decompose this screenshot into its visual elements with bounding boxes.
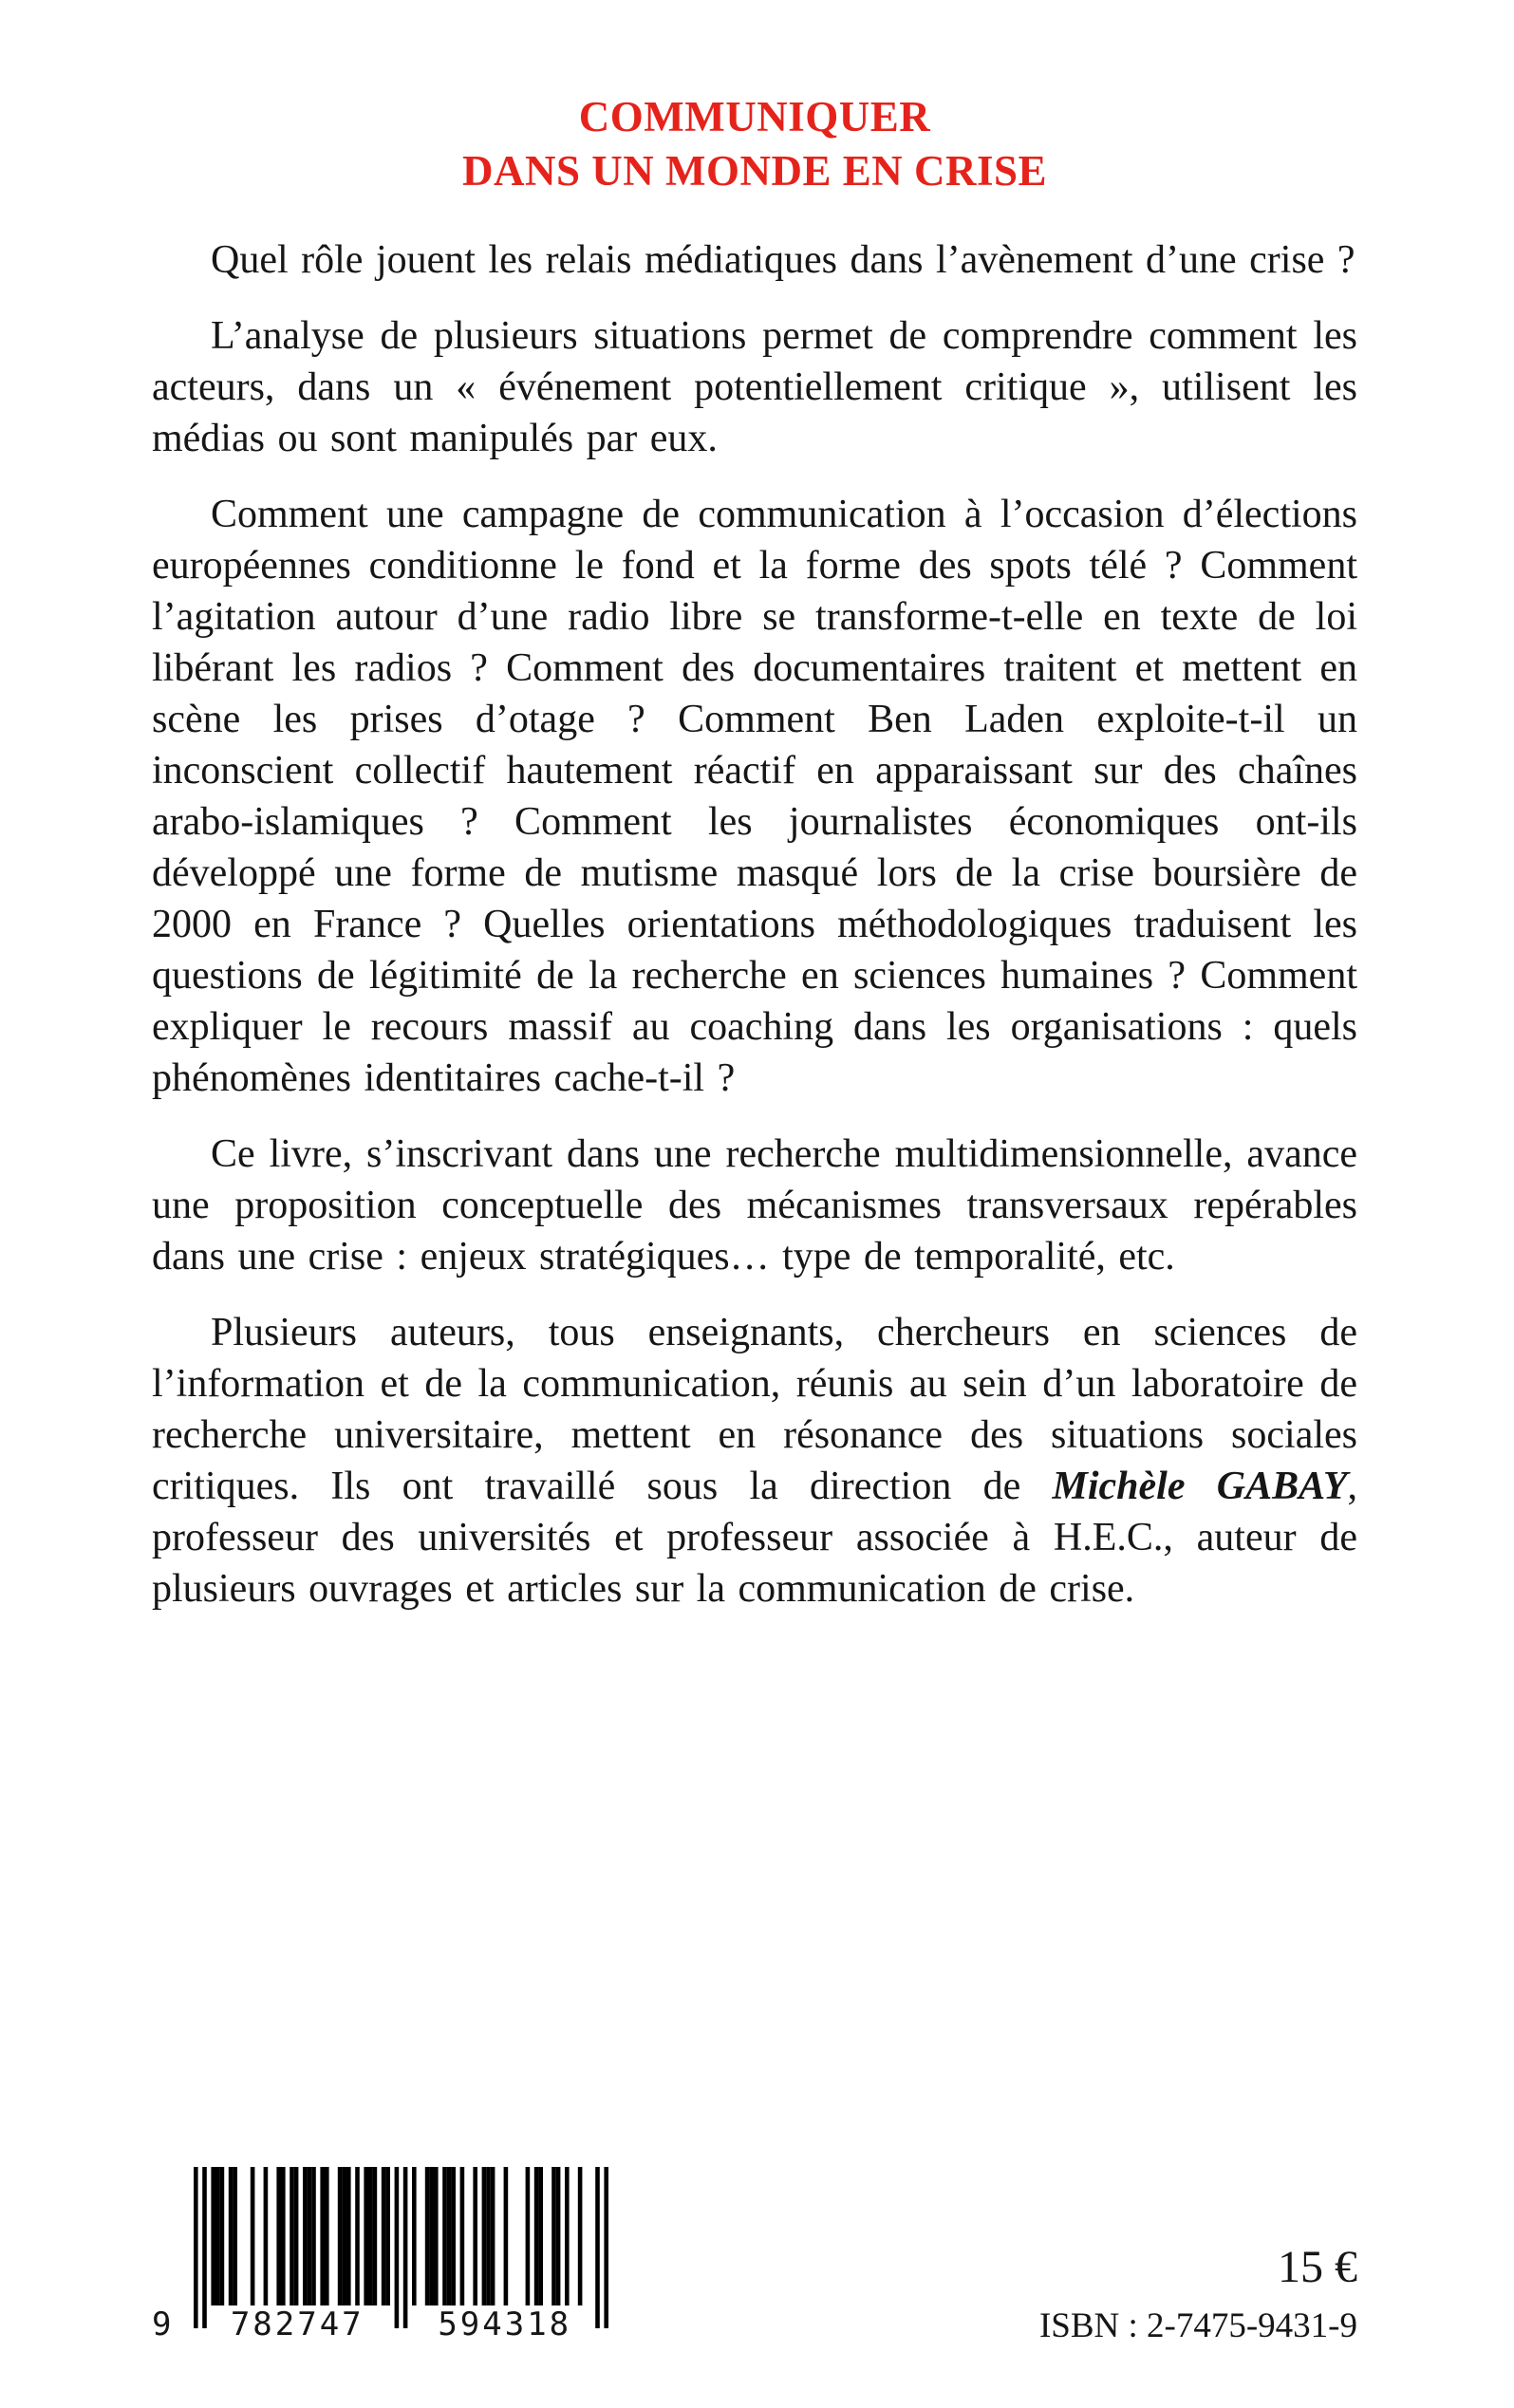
authors-text-after: , professeur des universités et professeur associée à H.E.C., auteur de plusieurs ouvrages et articles sur la communication de crise. [152, 1465, 1357, 1611]
title-line-1: COMMUNIQUER [578, 93, 931, 140]
price-block [1039, 2241, 1357, 2347]
barcode-digits [194, 2305, 608, 2343]
footer [152, 2167, 1357, 2353]
paragraph-hook: Quel rôle jouent les relais médiatiques dans l’avènement d’une crise ? [211, 238, 1355, 282]
paragraph-questions: Comment une campagne de communication à l’occasion d’élections européennes conditionne le fond et la forme des spots télé ? Comment l’agitation autour d’une radio libre se transforme-t-elle en texte de loi libérant les radios ? Comment des documentaires traitent et mettent en scène les prises d’otage ? Comment Ben Laden exploite-t-il un inconscient collectif hautement réactif en apparaissant sur des chaînes arabo-islamiques ? Comment les journalistes économiques ont-ils développé une forme de mutisme masqué lors de la crise boursière de 2000 en France ? Quelles orientations méthodologiques traduisent les questions de légitimité de la recherche en sciences humaines ? Comment expliquer le recours massif au coaching dans les organisations : quels phénomènes identitaires cache-t-il ? [152, 493, 1357, 1100]
barcode [152, 2167, 608, 2353]
barcode-bars [194, 2167, 608, 2328]
isbn: ISBN : 2-7475-9431-9 [1038, 2306, 1357, 2345]
book-title [152, 90, 1357, 198]
paragraph-summary: Ce livre, s’inscrivant dans une recherche multidimensionnelle, avance une proposition conceptuelle des mécanismes transversaux repérables dans une crise : enjeux stratégiques… type de temporalité, etc. [152, 1132, 1357, 1279]
title-line-2: DANS UN MONDE EN CRISE [461, 147, 1048, 195]
authors-paragraph [152, 1307, 1357, 1615]
author-name: Michèle GABAY [1052, 1465, 1348, 1508]
synopsis [152, 234, 1357, 1639]
barcode-digits-left: 782747 [230, 2305, 364, 2343]
price: 15 € [1278, 2242, 1357, 2292]
authors-text-before: Plusieurs auteurs, tous enseignants, chercheurs en sciences de l’information et de la communication, réunis au sein d’un laboratoire de recherche universitaire, mettent en résonance des situations sociales critiques. Ils ont travaillé sous la direction de [152, 1311, 1357, 1508]
barcode-digits-right: 594318 [438, 2305, 572, 2343]
barcode-digit-lead: 9 [152, 2305, 172, 2343]
paragraph-analysis: L’analyse de plusieurs situations permet de comprendre comment les acteurs, dans un « événement potentiellement critique », utilisent les médias ou sont manipulés par eux. [152, 314, 1357, 460]
